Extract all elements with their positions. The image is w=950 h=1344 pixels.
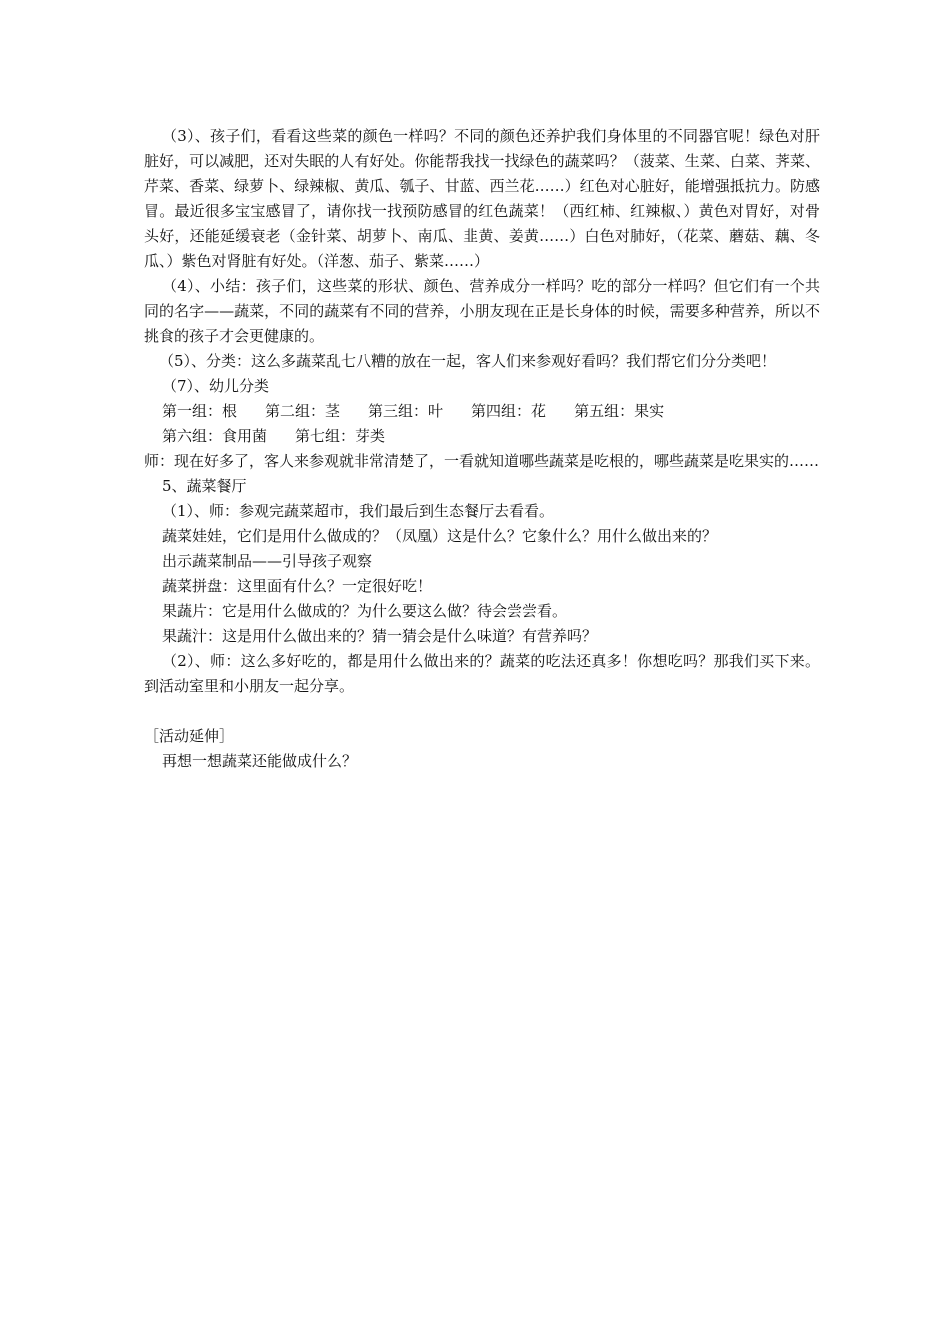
paragraph-veg-dolls: 蔬菜娃娃，它们是用什么做成的？（凤凰）这是什么？它象什么？用什么做出来的？ bbox=[162, 527, 718, 545]
group-item-6: 第六组：食用菌 bbox=[162, 427, 268, 445]
paragraph-fruit-chips: 果蔬片：它是用什么做成的？为什么要这么做？待会尝尝看。 bbox=[162, 602, 568, 620]
group-item-5: 第五组：果实 bbox=[574, 402, 665, 420]
group-item-7: 第七组：芽类 bbox=[295, 427, 386, 445]
group-item-2: 第二组：茎 bbox=[265, 402, 341, 420]
group-item-3: 第三组：叶 bbox=[368, 402, 444, 420]
group-item-4: 第四组：花 bbox=[471, 402, 547, 420]
paragraph-teacher-note: 师：现在好多了，客人来参观就非常清楚了，一看就知道哪些蔬菜是吃根的，哪些蔬菜是吃果实的…… bbox=[144, 452, 820, 470]
paragraph-fruit-juice: 果蔬汁：这是用什么做出来的？猜一猜会是什么味道？有营养吗？ bbox=[162, 627, 598, 645]
paragraph-colors: （3）、孩子们，看看这些菜的颜色一样吗？不同的颜色还养护我们身体里的不同器官呢！绿色对肝脏好，可以减肥，还对失眠的人有好处。你能帮我找一找绿色的蔬菜吗？（菠菜、生菜、白菜、荠菜、芹菜、香菜、绿萝卜、绿辣椒、黄瓜、瓠子、甘蓝、西兰花……）红色对心脏好，能增强抵抗力。防感冒。最近很多宝宝感冒了，请你找一找预防感冒的红色蔬菜！（西红柿、红辣椒、）黄色对胃好，对骨头好，还能延缓衰老（金针菜、胡萝卜、南瓜、韭黄、姜黄……）白色对肺好，（花菜、蘑菇、藕、冬瓜、）紫色对肾脏有好处。（洋葱、茄子、紫菜……） bbox=[144, 127, 820, 270]
paragraph-show-products: 出示蔬菜制品——引导孩子观察 bbox=[162, 552, 373, 570]
paragraph-classify: （5）、分类：这么多蔬菜乱七八糟的放在一起，客人们来参观好看吗？我们帮它们分分类吧！ bbox=[159, 352, 777, 370]
extension-heading: ［活动延伸］ bbox=[144, 727, 235, 745]
extension-text: 再想一想蔬菜还能做成什么？ bbox=[162, 752, 358, 770]
paragraph-child-classify: （7）、幼儿分类 bbox=[162, 377, 270, 395]
paragraph-veg-platter: 蔬菜拼盘：这里面有什么？一定很好吃！ bbox=[162, 577, 433, 595]
group-list bbox=[144, 399, 820, 449]
blank-line bbox=[144, 699, 820, 724]
paragraph-summary: （4）、小结：孩子们，这些菜的形状、颜色、营养成分一样吗？吃的部分一样吗？但它们有一个共同的名字——蔬菜，不同的蔬菜有不同的营养，小朋友现在正是长身体的时候，需要多种营养，所以不挑食的孩子才会更健康的。 bbox=[144, 277, 820, 345]
paragraph-restaurant-intro: （1）、师：参观完蔬菜超市，我们最后到生态餐厅去看看。 bbox=[162, 502, 555, 520]
group-item-1: 第一组：根 bbox=[162, 402, 238, 420]
document-body bbox=[144, 124, 820, 774]
paragraph-share: （2）、师：这么多好吃的，都是用什么做出来的？蔬菜的吃法还真多！你想吃吗？那我们买下来。到活动室里和小朋友一起分享。 bbox=[144, 652, 820, 695]
section-heading-restaurant: 5、蔬菜餐厅 bbox=[162, 477, 247, 495]
